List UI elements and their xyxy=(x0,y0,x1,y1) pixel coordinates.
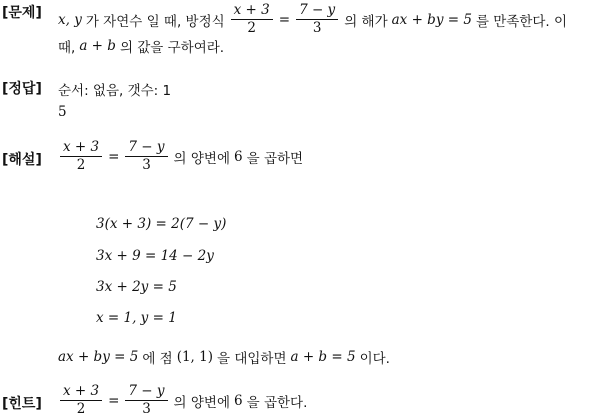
conclusion-result: a + b = 5 xyxy=(290,349,356,365)
fraction-denominator: 2 xyxy=(247,20,256,36)
hint-line xyxy=(58,383,307,418)
solution-step-2: 3x + 9 = 14 − 2y xyxy=(96,248,214,264)
solution-fraction-1 xyxy=(60,139,102,174)
fraction-numerator: 7 − y xyxy=(296,2,338,20)
conclusion-point: (1, 1) xyxy=(176,349,213,365)
problem-a-plus-b: a + b xyxy=(79,38,116,54)
problem-vars: x, y xyxy=(58,11,82,28)
solution-fraction-2 xyxy=(125,139,167,174)
problem-line-1 xyxy=(58,2,567,37)
problem-text-2: 의 해가 xyxy=(344,13,388,30)
hint-text: 의 양변에 xyxy=(173,394,231,411)
equals-sign: = xyxy=(278,11,291,28)
fraction-denominator: 3 xyxy=(142,157,151,173)
fraction-numerator: x + 3 xyxy=(231,2,273,20)
conclusion-text-a: 에 점 xyxy=(142,351,173,367)
problem-line-2 xyxy=(58,36,224,56)
hint-six: 6 xyxy=(234,392,243,409)
solution-line-1 xyxy=(58,139,303,174)
fraction-denominator: 2 xyxy=(76,401,86,417)
fraction-denominator: 3 xyxy=(142,401,151,417)
problem-text-3: 를 만족한다. 이 xyxy=(475,13,568,30)
equals-sign: = xyxy=(108,392,120,409)
hint-text-end: 을 곱한다. xyxy=(246,394,308,411)
solution-step-4: x = 1, y = 1 xyxy=(96,310,177,326)
solution-six: 6 xyxy=(234,148,243,165)
equals-sign: = xyxy=(108,148,120,165)
conclusion-text-b: 을 대입하면 xyxy=(216,351,287,367)
problem-fraction-1 xyxy=(231,2,273,37)
fraction-denominator: 3 xyxy=(312,20,322,36)
solution-step-3: 3x + 2y = 5 xyxy=(96,279,177,295)
solution-tag: [해설] xyxy=(2,152,42,168)
fraction-numerator: x + 3 xyxy=(60,383,102,401)
fraction-numerator: 7 − y xyxy=(125,383,167,401)
problem-text-1: 가 자연수 일 때, 방정식 xyxy=(85,13,225,30)
solution-step-1: 3(x + 3) = 2(7 − y) xyxy=(96,216,227,232)
answer-value: 5 xyxy=(58,104,67,120)
hint-tag: [힌트] xyxy=(2,396,42,412)
problem-condition: ax + by = 5 xyxy=(391,11,472,28)
conclusion-end: 이다. xyxy=(359,351,390,367)
problem-fraction-2 xyxy=(296,2,338,37)
answer-meta: 순서: 없음, 갯수: 1 xyxy=(58,83,172,99)
conclusion-equation: ax + by = 5 xyxy=(58,349,139,365)
fraction-numerator: 7 − y xyxy=(125,139,167,157)
fraction-denominator: 2 xyxy=(76,157,86,173)
solution-text: 의 양변에 xyxy=(173,150,231,167)
hint-fraction-1 xyxy=(60,383,102,418)
problem-line2-suffix: 의 값을 구하여라. xyxy=(119,40,225,56)
hint-fraction-2 xyxy=(125,383,167,418)
problem-tag: [문제] xyxy=(2,5,42,21)
solution-conclusion xyxy=(58,347,390,367)
answer-tag: [정답] xyxy=(2,81,42,97)
fraction-numerator: x + 3 xyxy=(60,139,102,157)
solution-text-end: 을 곱하면 xyxy=(246,150,304,167)
problem-line2-prefix: 때, xyxy=(58,40,76,56)
